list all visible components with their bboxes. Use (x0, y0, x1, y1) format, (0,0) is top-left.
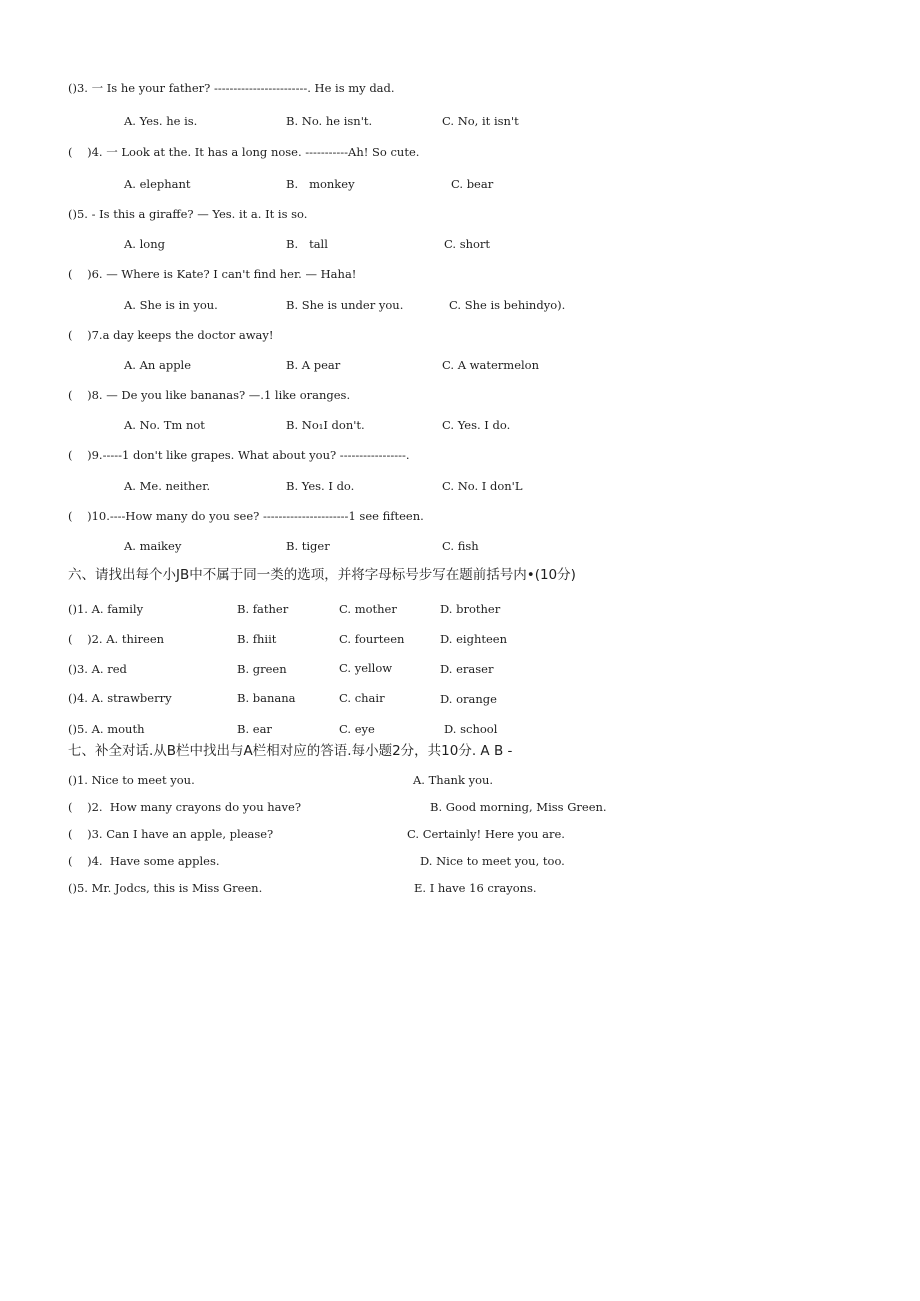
row-number-and-option-a: ()4. A. strawberry (68, 691, 172, 705)
question-stem: ( )6. — Where is Kate? I can't find her. — Haha! (68, 267, 357, 281)
question-stem: ( )4. 一 Look at the. It has a long nose. -----------Ah! So cute. (68, 145, 420, 159)
option-c: C. chair (339, 691, 385, 705)
option-c: C. Yes. I do. (442, 418, 511, 432)
column-a-item: ( )3. Can I have an apple, please? (68, 827, 274, 841)
option-c: C. yellow (339, 661, 393, 675)
option-b: B. A pear (286, 358, 341, 372)
option-d: D. school (444, 722, 498, 736)
row-number-and-option-a: ()1. A. family (68, 602, 144, 616)
option-b: B. monkey (286, 177, 355, 191)
option-c: C. bear (451, 177, 494, 191)
option-c: C. short (444, 237, 491, 251)
option-a: A. maikey (124, 539, 182, 553)
option-c: C. No, it isn't (442, 114, 519, 128)
column-b-item: E. I have 16 crayons. (414, 881, 537, 895)
option-c: C. fourteen (339, 632, 405, 646)
option-c: C. eye (339, 722, 375, 736)
option-a: A. An apple (124, 358, 192, 372)
question-stem: ()5. - Is this a giraffe? — Yes. it a. It is so. (68, 207, 308, 221)
option-c: C. mother (339, 602, 397, 616)
option-b: B. green (237, 662, 287, 676)
option-d: D. brother (440, 602, 501, 616)
question-stem: ( )9.-----1 don't like grapes. What about you? -----------------. (68, 448, 410, 462)
option-a: A. elephant (124, 177, 191, 191)
option-d: D. eraser (440, 662, 494, 676)
option-a: A. long (124, 237, 165, 251)
question-stem: ( )8. — De you like bananas? —.1 like oranges. (68, 388, 351, 402)
column-b-item: C. Certainly! Here you are. (407, 827, 565, 841)
section-6-heading: 六、请找出每个小JB中不属于同一类的选项，并将字母标号步写在题前括号内•(10分) (68, 567, 576, 583)
row-number-and-option-a: ()3. A. red (68, 662, 127, 676)
option-b: B. father (237, 602, 289, 616)
option-b: B. tiger (286, 539, 330, 553)
option-c: C. fish (442, 539, 479, 553)
column-b-item: B. Good morning, Miss Green. (430, 800, 607, 814)
section-7-heading: 七、补全对话.从B栏中找出与A栏相对应的答语.每小题2分，共10分. A B - (68, 743, 513, 759)
option-a: A. She is in you. (124, 298, 218, 312)
option-a: A. No. Tm not (124, 418, 205, 432)
option-b: B. She is under you. (286, 298, 404, 312)
option-d: D. orange (440, 692, 497, 706)
option-b: B. No. he isn't. (286, 114, 373, 128)
column-a-item: ()1. Nice to meet you. (68, 773, 195, 787)
option-b: B. No₁I don't. (286, 418, 365, 432)
option-c: C. She is behindyo). (449, 298, 566, 312)
column-a-item: ( )2. How many crayons do you have? (68, 800, 301, 814)
column-b-item: D. Nice to meet you, too. (420, 854, 565, 868)
column-b-item: A. Thank you. (413, 773, 494, 787)
question-stem: ( )10.----How many do you see? ----------------------1 see fifteen. (68, 509, 424, 523)
question-stem: ( )7.a day keeps the doctor away! (68, 328, 274, 342)
option-b: B. tall (286, 237, 328, 251)
column-a-item: ( )4. Have some apples. (68, 854, 220, 868)
option-b: B. ear (237, 722, 272, 736)
option-c: C. A watermelon (442, 358, 540, 372)
option-c: C. No. I don'L (442, 479, 523, 493)
question-stem: ()3. 一 Is he your father? ------------------------. He is my dad. (68, 81, 395, 95)
column-a-item: ()5. Mr. Jodcs, this is Miss Green. (68, 881, 263, 895)
option-b: B. Yes. I do. (286, 479, 355, 493)
option-a: A. Me. neither. (124, 479, 211, 493)
row-number-and-option-a: ()5. A. mouth (68, 722, 145, 736)
option-d: D. eighteen (440, 632, 508, 646)
option-b: B. banana (237, 691, 296, 705)
option-b: B. fhiit (237, 632, 277, 646)
row-number-and-option-a: ( )2. A. thireen (68, 632, 165, 646)
option-a: A. Yes. he is. (124, 114, 198, 128)
